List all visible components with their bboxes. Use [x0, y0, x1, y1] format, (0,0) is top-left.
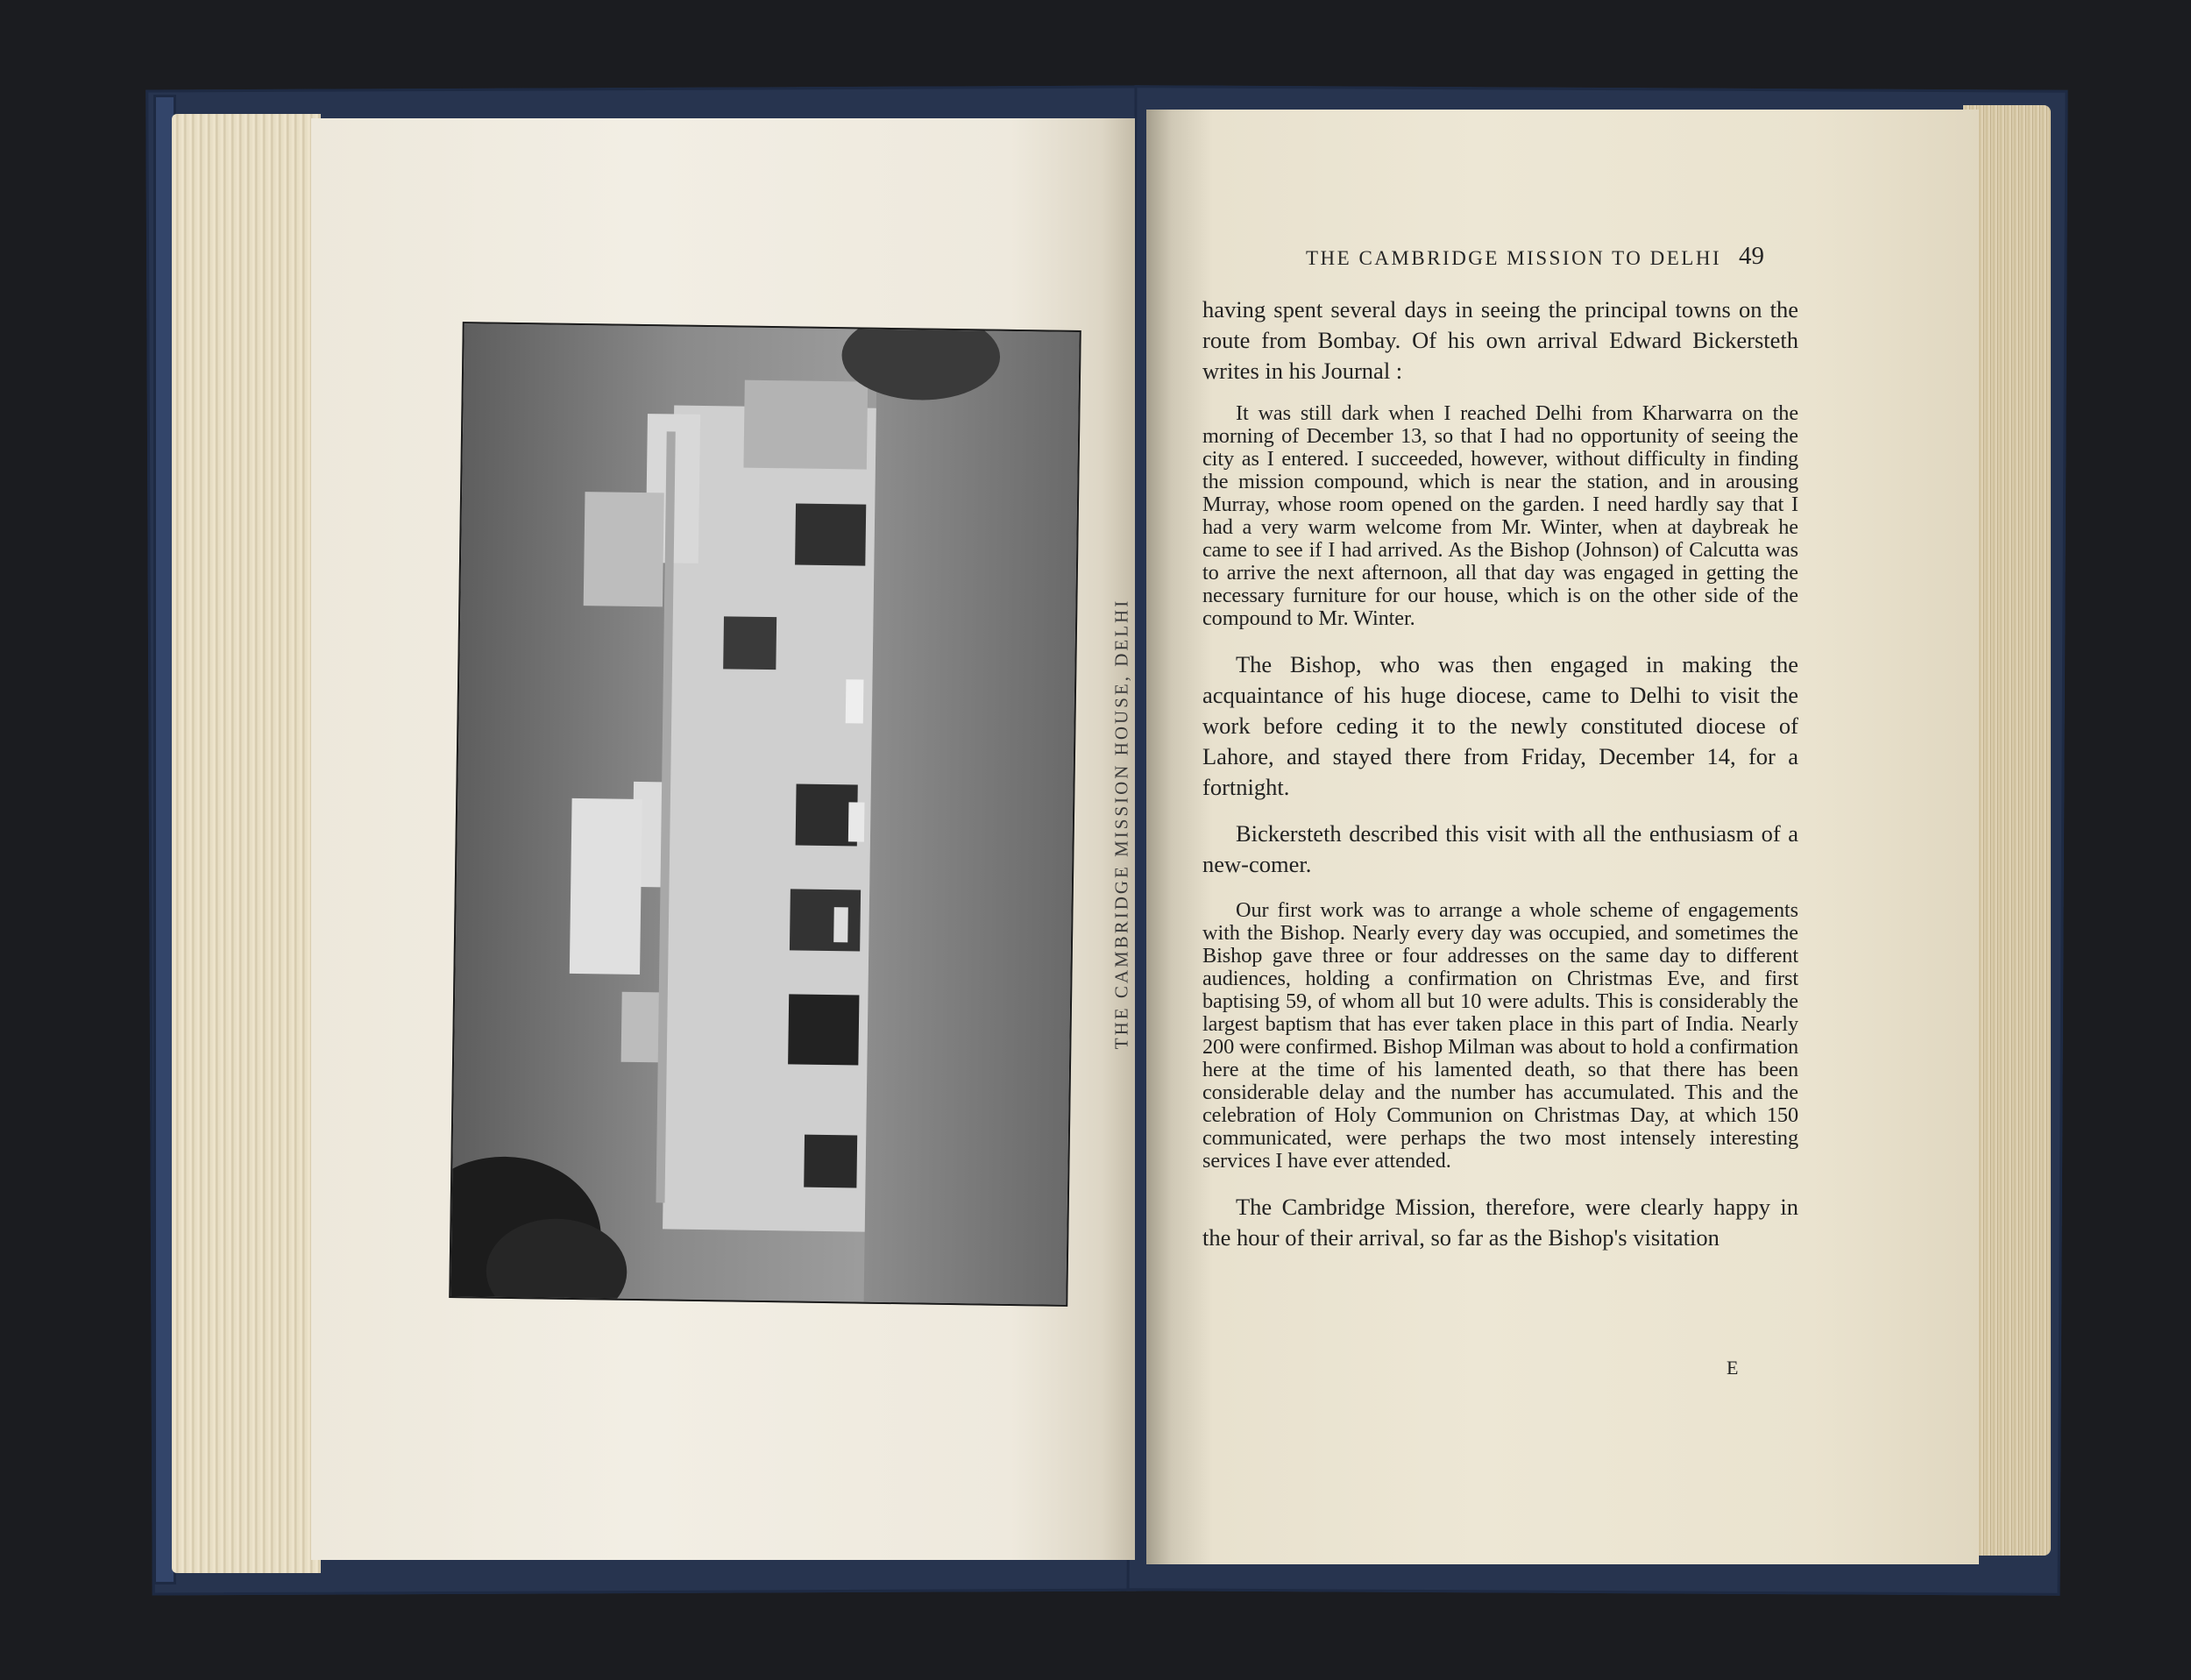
plate-caption: THE CAMBRIDGE MISSION HOUSE, DELHI — [1110, 598, 1132, 1050]
signature-mark: E — [1727, 1357, 1739, 1379]
mission-house-photograph — [449, 322, 1081, 1307]
journal-quote: Our first work was to arrange a whole scheme of engagements with the Bishop. Nearly every day was occupied, and sometimes the Bishop gave three or four addresses on the same day to different audiences, holding a confirmation on Christmas Eve, and first baptising 59, of whom all but 10 were adults. This is considerably the largest baptism that has ever taken place in this part of India. Nearly 200 were confirmed. Bishop Milman was about to hold a confirmation here at the time of his lamented death, so that there has been considerable delay and the number has accumulated. This and the celebration of Holy Communion on Christmas Day, at which 150 communicated, were perhaps the two most intensely interesting services I have ever attended. — [1202, 898, 1798, 1173]
running-head: THE CAMBRIDGE MISSION TO DELHI — [1306, 247, 1722, 269]
paragraph: The Bishop, who was then engaged in making the acquaintance of his huge diocese, came to Delhi to visit the work before ceding it to the newly constituted diocese of Lahore, and stayed there from Friday, December 14, for a fortnight. — [1202, 651, 1798, 800]
page-stack-left — [172, 114, 321, 1573]
body-text — [1202, 294, 1798, 1253]
paragraph: having spent several days in seeing the principal towns on the route from Bombay. Of his own arrival Edward Bickersteth writes in his Journal : — [1202, 296, 1798, 384]
page-number: 49 — [1739, 242, 1764, 270]
journal-quote: It was still dark when I reached Delhi from Kharwarra on the morning of December 13, so that I had no opportunity of seeing the city as I entered. I succeeded, however, without difficulty in finding the mission compound, which is near the station, and in arousing Murray, whose room opened on the garden. I need hardly say that I had a very warm welcome from Mr. Winter, when at daybreak he came to see if I had arrived. As the Bishop (Johnson) of Calcutta was to arrive the next afternoon, all that day was engaged in getting the necessary furniture for our house, which is on the other side of the compound to Mr. Winter. — [1202, 401, 1798, 630]
photograph-image — [450, 323, 1079, 1305]
paragraph: The Cambridge Mission, therefore, were clearly happy in the hour of their arrival, so far as the Bishop's visitation — [1202, 1194, 1798, 1251]
paragraph: Bickersteth described this visit with all the enthusiasm of a new-comer. — [1202, 820, 1798, 877]
